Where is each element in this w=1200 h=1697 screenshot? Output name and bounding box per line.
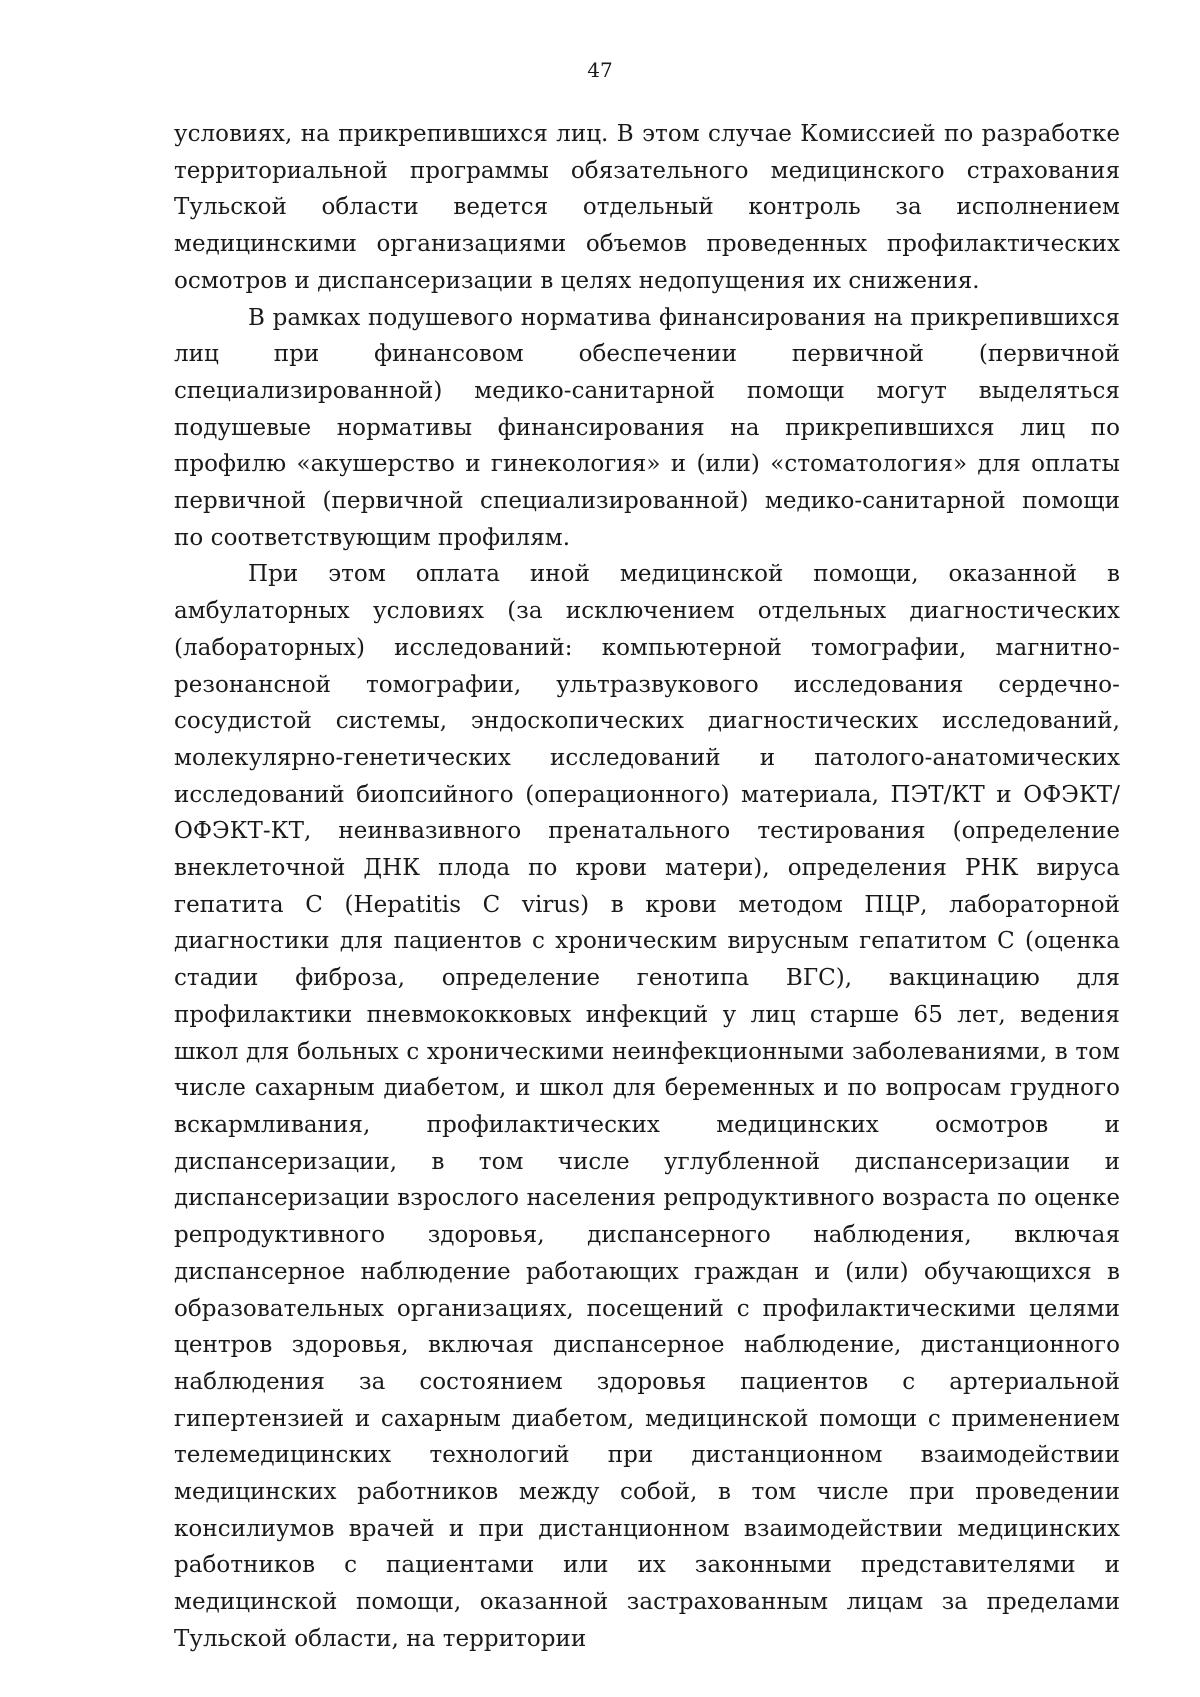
paragraph-3: При этом оплата иной медицинской помощи, оказанной в амбулаторных условиях (за исключением отдельных диагностических (лабораторных) исследований: компьютерной томографии, магнитно-резонансной томографии, ультразвукового исследования сердечно-сосудистой системы, эндоскопических диагностических исследований, молекулярно-генетических исследований и патолого-анатомических исследований биопсийного (операционного) материала, ПЭТ/КТ и ОФЭКТ/ОФЭКТ-КТ, неинвазивного пренатального тестирования (определение внеклеточной ДНК плода по крови матери), определения РНК вируса гепатита С (Hepatitis C virus) в крови методом ПЦР, лабораторной диагностики для пациентов с хроническим вирусным гепатитом С (оценка стадии фиброза, определение генотипа ВГС), вакцинацию для профилактики пневмококковых инфекций у лиц старше 65 лет, ведения школ для больных с хроническими неинфекционными заболеваниями, в том числе сахарным диабетом, и школ для беременных и по вопросам грудного вскармливания, профилактических медицинских осмотров и диспансеризации, в том числе углубленной диспансеризации и диспансеризации взрослого населения репродуктивного возраста по оценке репродуктивного здоровья, диспансерного наблюдения, включая диспансерное наблюдение работающих граждан и (или) обучающихся в образовательных организациях, посещений с профилактическими целями центров здоровья, включая диспансерное наблюдение, дистанционного наблюдения за состоянием здоровья пациентов с артериальной гипертензией и сахарным диабетом, медицинской помощи с применением телемедицинских технологий при дистанционном взаимодействии медицинских работников между собой, в том числе при проведении консилиумов врачей и при дистанционном взаимодействии медицинских работников с пациентами или их законными представителями и медицинской помощи, оказанной застрахованным лицам за пределами Тульской области, на территории: [174, 561, 1120, 1652]
page-number: 47: [587, 58, 613, 82]
document-body: [174, 116, 1120, 1658]
paragraph-2: В рамках подушевого норматива финансирования на прикрепившихся лиц при финансовом обеспечении первичной (первичной специализированной) медико-санитарной помощи могут выделяться подушевые нормативы финансирования на прикрепившихся лиц по профилю «акушерство и гинекология» и (или) «стоматология» для оплаты первичной (первичной специализированной) медико-санитарной помощи по соответствующим профилям.: [174, 304, 1120, 551]
paragraph-1: условиях, на прикрепившихся лиц. В этом случае Комиссией по разработке территориальной программы обязательного медицинского страхования Тульской области ведется отдельный контроль за исполнением медицинскими организациями объемов проведенных профилактических осмотров и диспансеризации в целях недопущения их снижения.: [174, 121, 1120, 294]
